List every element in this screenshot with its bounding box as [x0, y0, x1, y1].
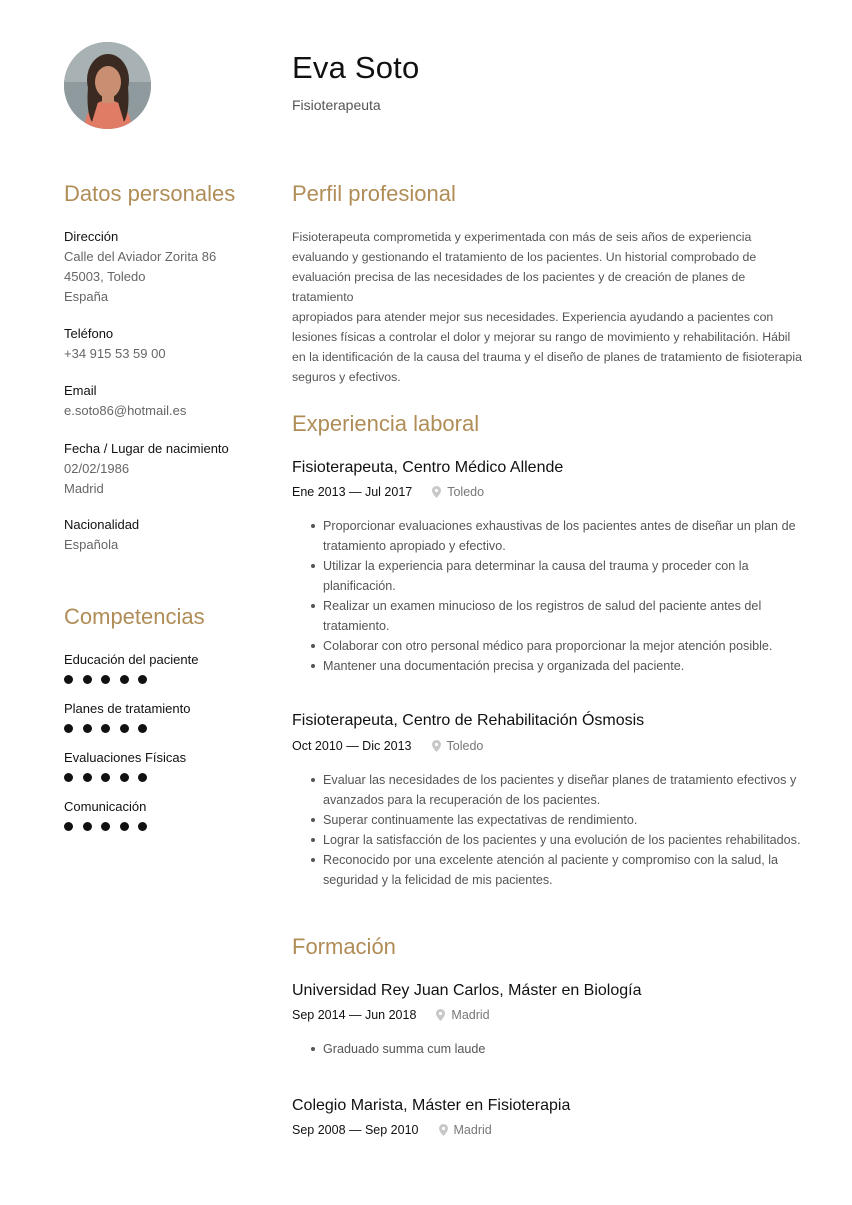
bullet-line: Realizar un examen minucioso de los registros de salud del paciente antes del [323, 599, 762, 613]
education-location [439, 1123, 492, 1137]
job-location-text: Toledo [447, 485, 485, 499]
skill-name: Educación del paciente [64, 652, 199, 667]
list-item [292, 596, 802, 636]
education-bullets [292, 1039, 802, 1059]
skill-dot [83, 724, 92, 733]
job-title: Fisioterapeuta, Centro de Rehabilitación Ósmosis [292, 712, 645, 729]
education-location [436, 1008, 489, 1022]
list-item [292, 850, 802, 890]
job-location [432, 485, 484, 499]
email-value: e.soto86@hotmail.es [64, 403, 187, 418]
skill-item [64, 799, 147, 831]
skills-title: Competencias [64, 604, 205, 629]
education-dates: Sep 2014 — Jun 2018 [292, 1008, 417, 1022]
bullet-line: avanzados para la recuperación de los pacientes. [323, 793, 601, 807]
job-location-text: Toledo [446, 739, 484, 753]
skill-dot [120, 724, 129, 733]
education-meta [292, 1123, 492, 1137]
list-item [292, 636, 802, 656]
skill-item [64, 652, 198, 684]
skill-dot [101, 773, 110, 782]
profile-title: Perfil profesional [292, 181, 456, 206]
profile-photo [64, 42, 151, 129]
bullet-line: Graduado summa cum laude [323, 1042, 486, 1056]
nationality-block [64, 517, 264, 555]
list-item [292, 516, 802, 556]
bullet-line: Superar continuamente las expectativas de rendimiento. [323, 813, 638, 827]
location-pin-icon [432, 486, 441, 498]
avatar-image [64, 42, 151, 129]
skill-dot [138, 822, 147, 831]
list-item [292, 830, 802, 850]
bullet-line: Proporcionar evaluaciones exhaustivas de los pacientes antes de diseñar un plan de [323, 519, 796, 533]
phone-label: Teléfono [64, 326, 114, 341]
profile-line: evaluando y gestionando el tratamiento de los pacientes. Un historial comprobado de [292, 250, 757, 264]
phone-block [64, 326, 264, 364]
birth-block [64, 441, 264, 499]
address-block [64, 229, 264, 307]
list-item [292, 770, 802, 810]
skill-dot [101, 822, 110, 831]
bullet-line: Lograr la satisfacción de los pacientes y una evolución de los pacientes rehabilitados. [323, 833, 801, 847]
skill-dot [64, 724, 73, 733]
education-title-item: Universidad Rey Juan Carlos, Máster en Biología [292, 982, 642, 999]
skill-dot [138, 724, 147, 733]
skill-dot [138, 675, 147, 684]
email-label: Email [64, 383, 97, 398]
job-meta [292, 485, 484, 499]
job-title: Fisioterapeuta, Centro Médico Allende [292, 459, 564, 476]
profile-line: apropiados para atender mejor sus necesidades. Experiencia ayudando a pacientes con [292, 310, 774, 324]
skill-level [64, 822, 147, 831]
skill-dot [83, 675, 92, 684]
skill-dot [83, 773, 92, 782]
nationality-label: Nacionalidad [64, 517, 140, 532]
nationality-value: Española [64, 537, 119, 552]
skill-level [64, 675, 198, 684]
profile-line: Fisioterapeuta comprometida y experimentada con más de seis años de experiencia [292, 230, 752, 244]
skill-dot [64, 773, 73, 782]
skill-item [64, 701, 190, 733]
bullet-line: Reconocido por una excelente atención al paciente y compromiso con la salud, la [323, 853, 779, 867]
skill-name: Comunicación [64, 799, 147, 814]
list-item [292, 556, 802, 596]
experience-title: Experiencia laboral [292, 411, 480, 436]
job-bullets [292, 516, 802, 676]
education-title: Formación [292, 934, 396, 959]
education-dates: Sep 2008 — Sep 2010 [292, 1123, 419, 1137]
profile-summary [292, 227, 807, 387]
skill-dot [120, 822, 129, 831]
job-meta [292, 739, 483, 753]
job-location [432, 739, 484, 753]
skill-dot [101, 724, 110, 733]
education-location-text: Madrid [453, 1123, 492, 1137]
email-block [64, 383, 264, 421]
education-meta [292, 1008, 490, 1022]
birth-label: Fecha / Lugar de nacimiento [64, 441, 229, 456]
address-line: 45003, Toledo [64, 269, 146, 284]
birth-place: Madrid [64, 481, 104, 496]
birth-date: 02/02/1986 [64, 461, 130, 476]
address-label: Dirección [64, 229, 119, 244]
skill-level [64, 724, 190, 733]
bullet-line: tratamiento apropiado y efectivo. [323, 539, 506, 553]
location-pin-icon [432, 740, 441, 752]
skill-level [64, 773, 186, 782]
bullet-line: planificación. [323, 579, 396, 593]
skill-dot [64, 675, 73, 684]
skill-item [64, 750, 186, 782]
candidate-name: Eva Soto [292, 50, 420, 85]
list-item [292, 810, 802, 830]
skill-dot [120, 773, 129, 782]
profile-line: lesiones físicas a controlar el dolor y mejorar su rango de movimiento y rehabilitación. Hábil [292, 330, 791, 344]
list-item [292, 656, 802, 676]
phone-value: +34 915 53 59 00 [64, 346, 166, 361]
skill-dot [120, 675, 129, 684]
profile-line: seguros y efectivos. [292, 370, 401, 384]
job-dates: Ene 2013 — Jul 2017 [292, 485, 413, 499]
skill-dot [64, 822, 73, 831]
personal-data-title: Datos personales [64, 181, 236, 206]
list-item [292, 1039, 802, 1059]
profile-line: evaluación precisa de las necesidades de los pacientes y de creación de planes de tratamiento [292, 270, 746, 304]
job-bullets [292, 770, 802, 890]
bullet-line: Colaborar con otro personal médico para proporcionar la mejor atención posible. [323, 639, 773, 653]
location-pin-icon [439, 1124, 448, 1136]
skill-name: Evaluaciones Físicas [64, 750, 187, 765]
job-dates: Oct 2010 — Dic 2013 [292, 739, 412, 753]
profile-line: en la identificación de la causa del trauma y el diseño de planes de tratamiento de fisioterapia [292, 350, 802, 364]
bullet-line: Utilizar la experiencia para determinar la causa del trauma y proceder con la [323, 559, 749, 573]
skill-dot [83, 822, 92, 831]
skill-dot [138, 773, 147, 782]
candidate-role: Fisioterapeuta [292, 97, 381, 113]
address-line: Calle del Aviador Zorita 86 [64, 249, 217, 264]
skill-dot [101, 675, 110, 684]
bullet-line: seguridad y la felicidad de mis pacientes. [323, 873, 553, 887]
address-line: España [64, 289, 109, 304]
bullet-line: Evaluar las necesidades de los pacientes y diseñar planes de tratamiento efectivos y [323, 773, 797, 787]
education-title-item: Colegio Marista, Máster en Fisioterapia [292, 1097, 571, 1114]
bullet-line: Mantener una documentación precisa y organizada del paciente. [323, 659, 685, 673]
bullet-line: tratamiento. [323, 619, 390, 633]
location-pin-icon [436, 1009, 445, 1021]
education-location-text: Madrid [451, 1008, 490, 1022]
skill-name: Planes de tratamiento [64, 701, 191, 716]
